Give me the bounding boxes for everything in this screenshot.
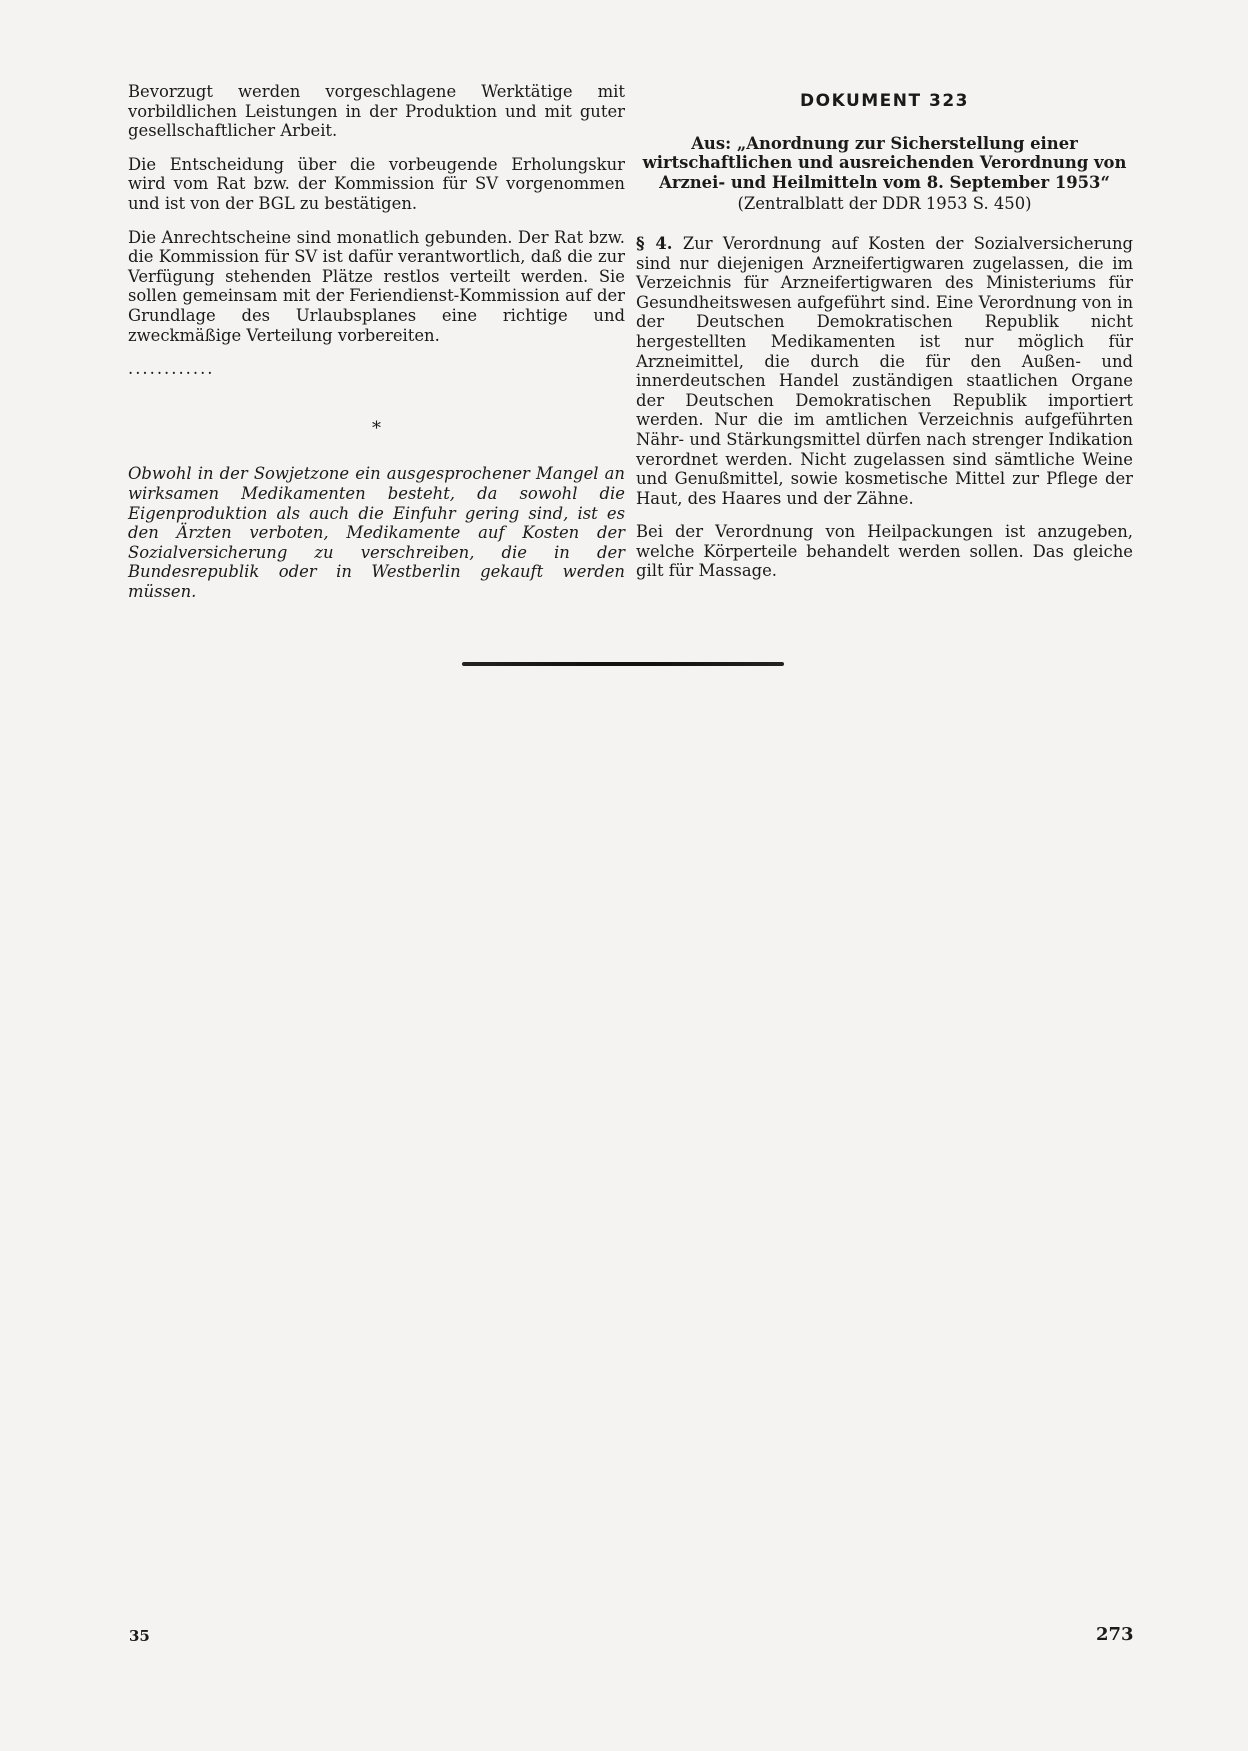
section-text: Zur Verordnung auf Kosten der Sozialversicherung sind nur diejenigen Arzneifertigwaren zugelassen, die im Verzeichnis für Arzneifertigwaren des Ministeriums für Gesundheitswesen aufgeführt sind. Eine Verordnung von in der Deutschen Demokratischen Republik nicht hergestellten Medikamenten ist nur möglich für Arzneimittel, die durch die für den Außen- und innerdeutschen Handel zuständigen staatlichen Organe der Deutschen Demokratischen Republik importiert werden. Nur die im amtlichen Verzeichnis aufgeführten Nähr- und Stärkungsmittel dürfen nach strenger Indikation verordnet werden. Nicht zugelassen sind sämtliche Weine und Genußmittel, sowie kosmetische Mittel zur Pflege der Haut, des Haares und der Zähne. (636, 233, 1134, 508)
left-column (128, 82, 625, 615)
section-separator: * (372, 417, 381, 439)
paragraph-vouchers: Die Anrechtscheine sind monatlich gebunden. Der Rat bzw. die Kommission für SV ist dafür verantwortlich, daß die zur Verfügung stehenden Plätze restlos verteilt werden. Sie sollen gemeinsam mit der Feriendienst-Kommission auf der Grundlage des Urlaubsplanes eine richtige und zweckmäßige Verteilung vorbereiten. (128, 227, 625, 345)
source-citation: (Zentralblatt der DDR 1953 S. 450) (737, 194, 1032, 214)
paragraph-decision: Die Entscheidung über die vorbeugende Erholungskur wird vom Rat bzw. der Kommission für SV vorgenommen und ist von der BGL zu bestätigen. (128, 154, 625, 213)
omission-ellipsis: ............ (128, 359, 215, 379)
editorial-commentary: Obwohl in der Sowjetzone ein ausgesprochener Mangel an wirksamen Medikamenten besteht, da sowohl die Eigenproduktion als auch die Einfuhr gering sind, ist es den Ärzten verboten, Medikamente auf Kosten der Sozialversicherung zu verschreiben, die in der Bundesrepublik oder in Westberlin gekauft werden müssen. (128, 464, 625, 601)
section-paragraph (636, 234, 1133, 508)
right-column (636, 82, 1133, 595)
source-title: Aus: „Anordnung zur Sicherstellung einer wirtschaftlichen und ausreichenden Verordnung von Arznei- und Heilmitteln vom 8. September 1953“ (642, 133, 1127, 192)
paragraph-preferred-workers: Bevorzugt werden vorgeschlagene Werktätige mit vorbildlichen Leistungen in der Produktion und mit guter gesellschaftlicher Arbeit. (128, 82, 625, 141)
source-heading (636, 134, 1133, 214)
section-label: § 4. (636, 233, 673, 253)
document-title: DOKUMENT 323 (800, 91, 969, 111)
signature-mark: 35 (129, 1627, 150, 1645)
page-number: 273 (1096, 1624, 1134, 1645)
section-end-rule (462, 662, 784, 666)
closing-paragraph: Bei der Verordnung von Heilpackungen ist anzugeben, welche Körperteile behandelt werden sollen. Das gleiche gilt für Massage. (636, 522, 1133, 581)
